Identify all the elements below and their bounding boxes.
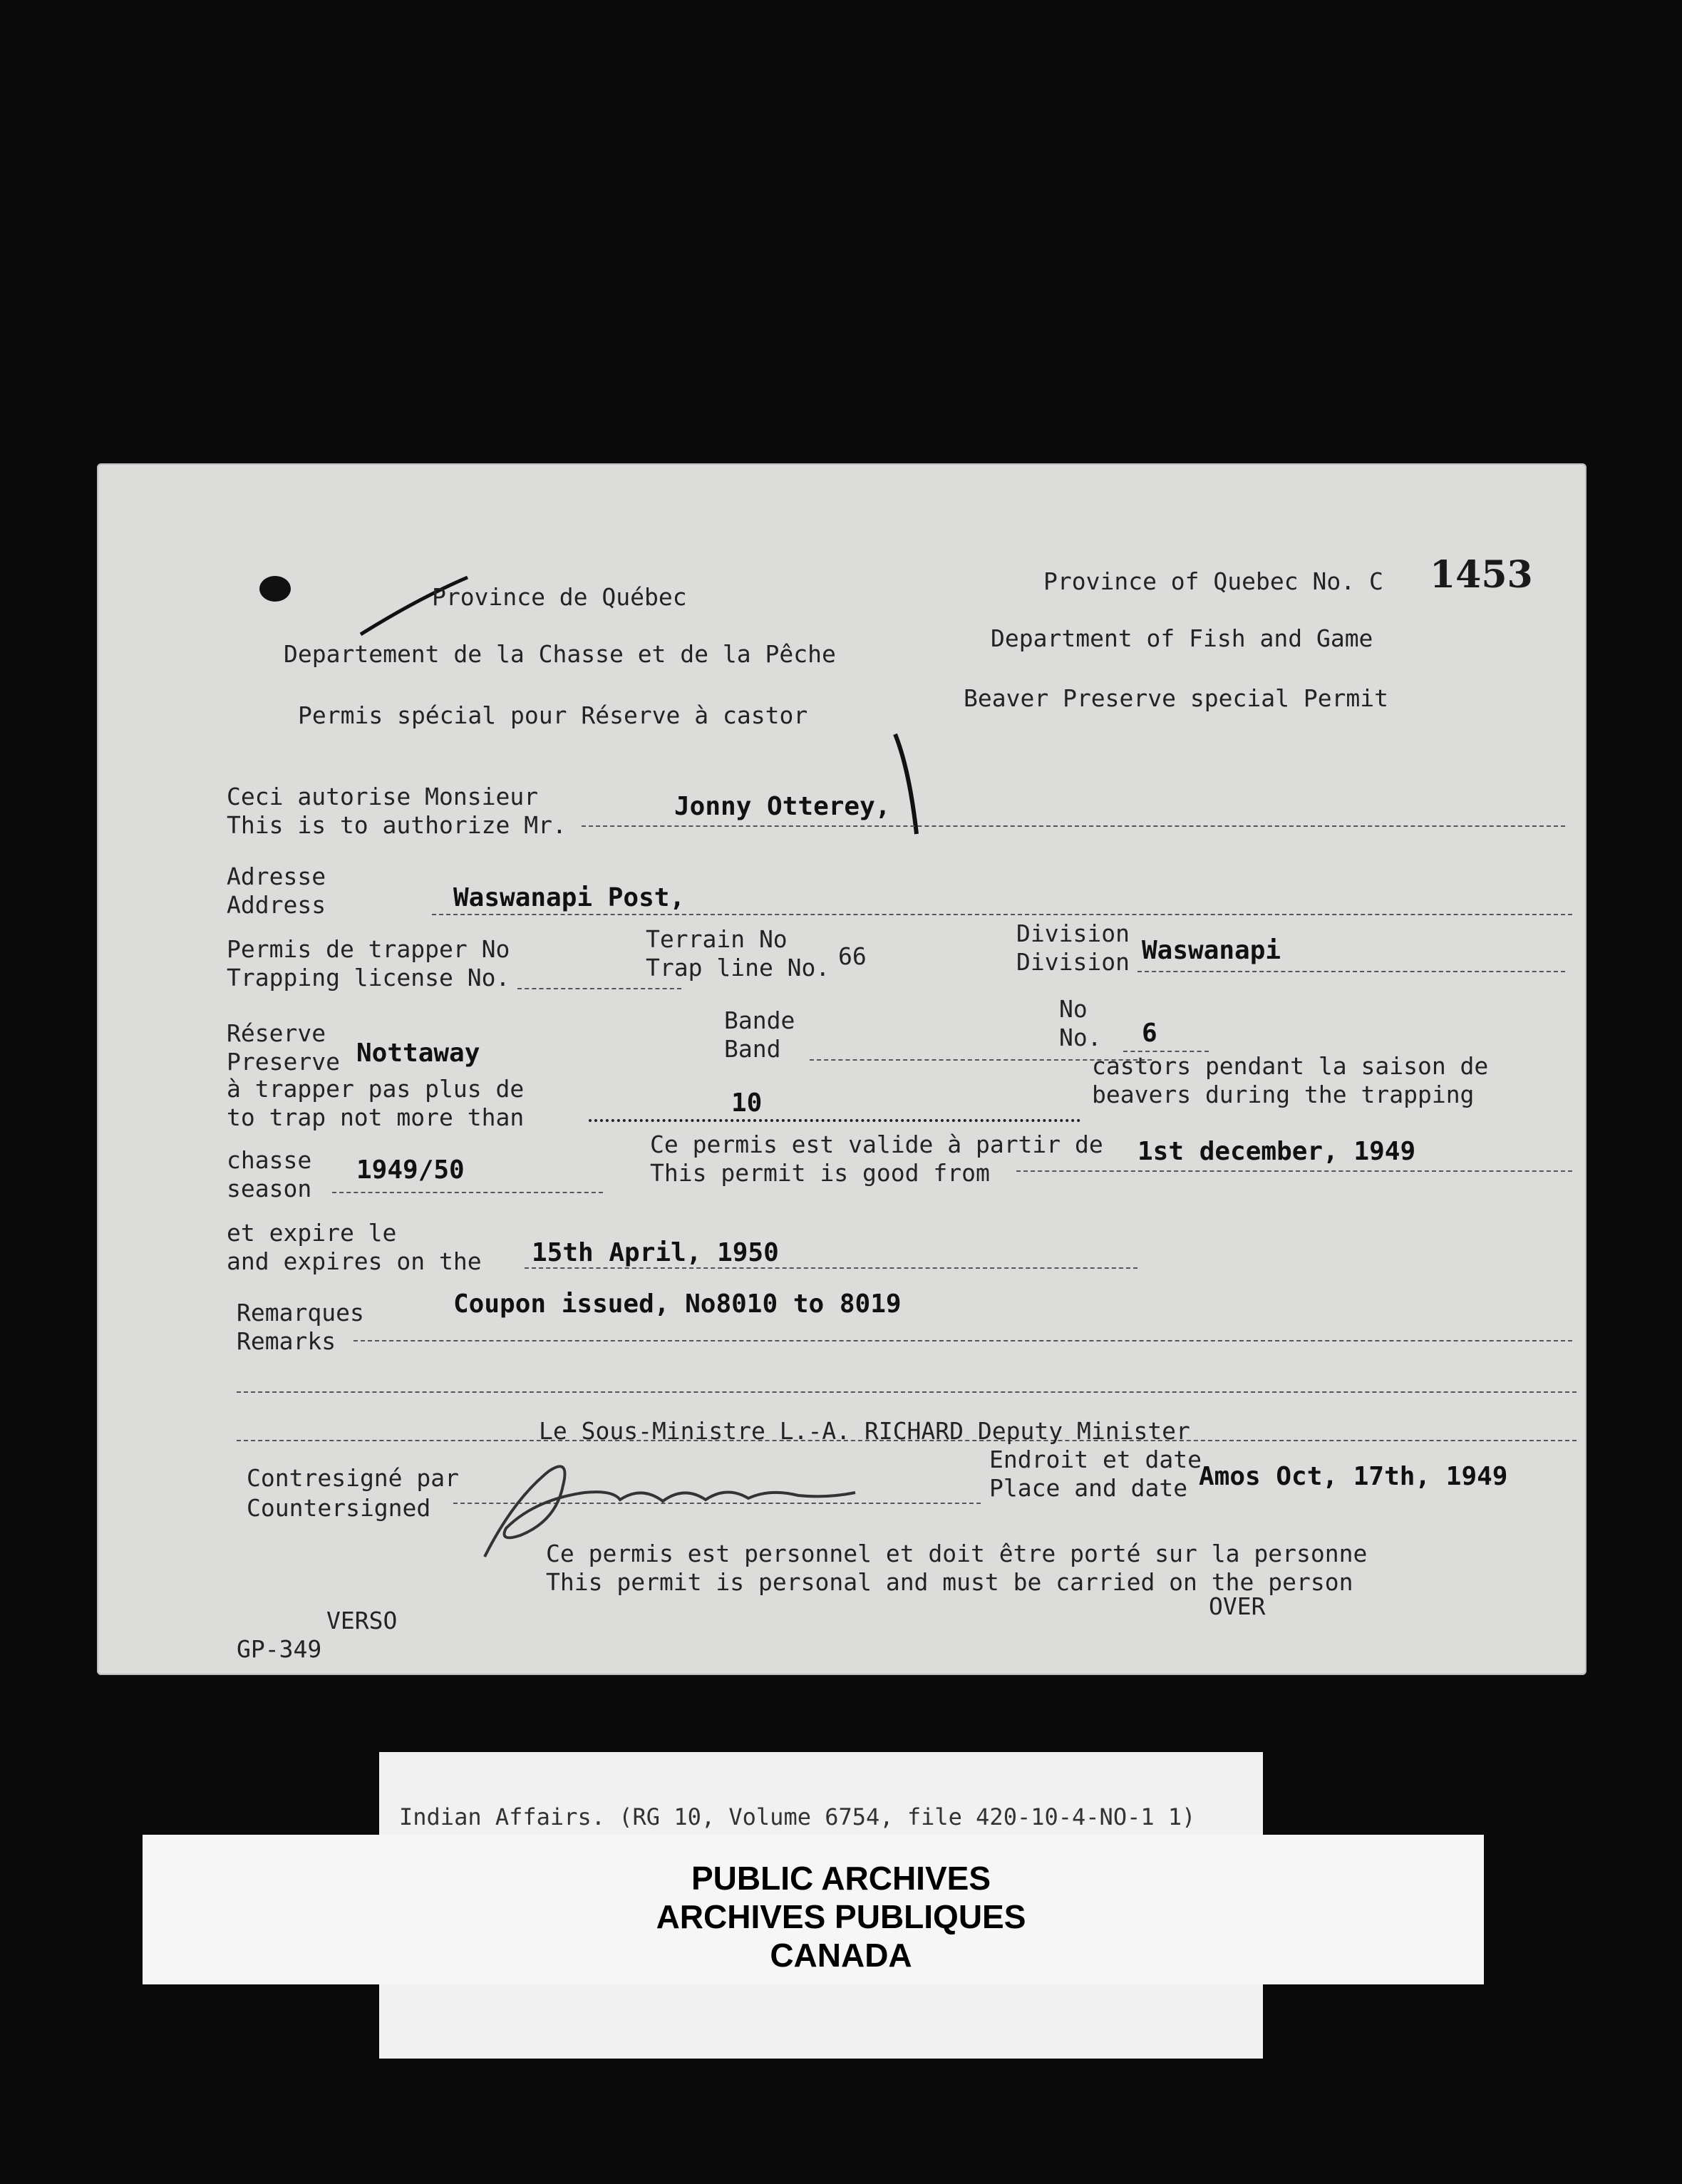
label-season-en: season [227, 1175, 312, 1202]
label-bande-fr: Bande [724, 1006, 795, 1034]
label-castors-fr: castors pendant la saison de [1092, 1052, 1489, 1080]
label-expire-en: and expires on the [227, 1247, 482, 1275]
label-preserve-en: Preserve [227, 1048, 340, 1076]
value-place-date: Amos Oct, 17th, 1949 [1199, 1462, 1508, 1491]
label-band-en: Band [724, 1035, 781, 1063]
label-countersigned-en: Countersigned [247, 1494, 431, 1522]
label-terrain-fr: Terrain No [646, 925, 788, 953]
label-license-fr: Permis de trapper No [227, 935, 510, 963]
label-no-en: No. [1059, 1024, 1102, 1051]
line-remarks-1 [354, 1340, 1572, 1341]
pen-stroke [888, 727, 931, 841]
header-en-department: Department of Fish and Game [991, 624, 1373, 652]
line-remarks-2 [237, 1391, 1577, 1393]
value-expires: 15th April, 1950 [532, 1238, 779, 1267]
label-division-en: Division [1016, 948, 1130, 976]
line-address [432, 914, 1572, 915]
line-license [517, 988, 681, 989]
label-authorize-en: This is to authorize Mr. [227, 811, 567, 839]
signature [456, 1443, 884, 1571]
value-division: Waswanapi [1142, 936, 1281, 965]
permit-number: 1453 [1430, 553, 1533, 597]
header-fr-province: Province de Québec [432, 583, 687, 611]
value-trapline: 66 [838, 942, 867, 970]
label-address-fr: Adresse [227, 862, 326, 890]
line-valid-from [1016, 1170, 1572, 1172]
label-expire-fr: et expire le [227, 1219, 397, 1247]
value-address: Waswanapi Post, [453, 883, 686, 912]
personal-notice-en: This permit is personal and must be carried on the person [546, 1568, 1353, 1596]
value-preserve: Nottaway [356, 1039, 480, 1068]
line-beaver-count [589, 1119, 1080, 1122]
value-beaver-count: 10 [731, 1088, 763, 1118]
label-no-fr: No [1059, 995, 1088, 1023]
label-valid-en: This permit is good from [650, 1159, 990, 1187]
line-division [1137, 971, 1565, 972]
over-label: OVER [1209, 1592, 1266, 1620]
personal-notice-fr: Ce permis est personnel et doit être porté sur la personne [546, 1540, 1368, 1567]
label-authorize-fr: Ceci autorise Monsieur [227, 783, 539, 810]
value-band-no: 6 [1142, 1019, 1157, 1048]
header-fr-permit-type: Permis spécial pour Réserve à castor [298, 701, 808, 729]
label-remarks-en: Remarks [237, 1327, 336, 1355]
ink-blot [259, 576, 291, 602]
label-place-fr: Endroit et date [989, 1446, 1202, 1473]
deputy-minister: Le Sous-Ministre L.-A. RICHARD Deputy Minister [539, 1417, 1190, 1445]
value-season: 1949/50 [356, 1155, 465, 1185]
line-name [582, 825, 1565, 827]
label-trap-en: to trap not more than [227, 1103, 525, 1131]
header-en-permit-type: Beaver Preserve special Permit [964, 684, 1389, 712]
label-remarks-fr: Remarques [237, 1299, 364, 1327]
label-countersigned-fr: Contresigné par [247, 1464, 460, 1492]
archive-line-2: ARCHIVES PUBLIQUES [656, 1898, 1026, 1935]
label-division-fr: Division [1016, 920, 1130, 947]
label-reserve-fr: Réserve [227, 1019, 326, 1047]
label-address-en: Address [227, 891, 326, 919]
label-license-en: Trapping license No. [227, 964, 510, 991]
archive-line-1: PUBLIC ARCHIVES [691, 1860, 991, 1897]
label-chasse-fr: chasse [227, 1146, 312, 1174]
label-valid-fr: Ce permis est valide à partir de [650, 1130, 1103, 1158]
value-remarks: Coupon issued, No8010 to 8019 [453, 1289, 902, 1319]
archive-line-3: CANADA [770, 1937, 912, 1974]
label-beavers-en: beavers during the trapping [1092, 1081, 1475, 1108]
line-expires [525, 1267, 1137, 1269]
label-trapline-en: Trap line No. [646, 954, 830, 982]
verso-label: VERSO [326, 1607, 398, 1634]
header-en-province: Province of Quebec No. C [1043, 567, 1383, 595]
form-code: GP-349 [237, 1635, 322, 1663]
line-season [332, 1192, 603, 1193]
value-name: Jonny Otterey, [674, 792, 891, 821]
archive-reference: Indian Affairs. (RG 10, Volume 6754, file 420-10-4-NO-1 1) [399, 1803, 1196, 1830]
value-valid-from: 1st december, 1949 [1137, 1137, 1416, 1166]
label-trap-fr: à trapper pas plus de [227, 1075, 525, 1103]
label-place-en: Place and date [989, 1474, 1188, 1502]
header-fr-department: Departement de la Chasse et de la Pêche [284, 640, 836, 668]
